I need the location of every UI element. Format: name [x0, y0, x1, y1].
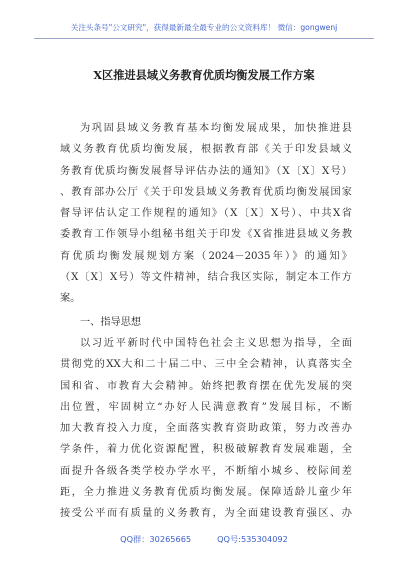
qq-group-text: QQ群：30265665 — [120, 534, 192, 544]
document-body — [60, 118, 352, 525]
body-line: 接受公平而有质量的义务教育，为全面建设教育强区、办 — [60, 508, 352, 520]
body-line: 面提升各级各类学校办学水平，不断缩小城乡、校际间差 — [60, 465, 352, 477]
body-line: 出位置，牢固树立“办好人民满意教育”发展目标，不断 — [60, 401, 352, 413]
section-heading: 一、指导思想 — [80, 316, 142, 328]
body-line: 以习近平新时代中国特色社会主义思想为指导，全面 — [80, 337, 352, 349]
body-line: 为巩固县域义务教育基本均衡发展成果，加快推进县 — [80, 123, 352, 134]
body-line: 国和省、市教育大会精神。始终把教育摆在优先发展的突 — [60, 380, 352, 392]
qq-number-text: QQ号:535304092 — [217, 534, 288, 544]
body-line: 学条件，着力优化资源配置，积极破解教育发展难题，全 — [60, 444, 352, 456]
body-line: （X〔X〕X号）等文件精神，结合我区实际，制定本工作方 — [60, 272, 352, 284]
body-line: 务教育优质均衡发展督导评估办法的通知》（X〔X〕X号） — [60, 165, 352, 177]
body-line: 委教育工作领导小组秘书组关于印发《X省推进县域义务教 — [60, 229, 352, 241]
header-divider — [34, 38, 374, 39]
header-banner: 关注头条号"公文研究"，获得最新最全最专业的公文资料库！ 微信：gongwenj — [70, 23, 338, 32]
body-line: 育优质均衡发展规划方案（2024－2035年）》的通知》 — [60, 250, 352, 262]
document-title: X区推进县域义务教育优质均衡发展工作方案 — [93, 68, 315, 82]
body-line: 贯彻党的XX大和二十届二中、三中全会精神，认真落实全 — [60, 359, 352, 371]
footer-contact — [0, 534, 408, 545]
body-line: 案。 — [60, 293, 81, 305]
body-line: 督导评估认定工作规程的通知》（X〔X〕X号）、中共X省 — [60, 208, 352, 220]
body-line: 、教育部办公厅《关于印发县域义务教育优质均衡发展国家 — [60, 186, 352, 198]
body-line: 加大教育投入力度，全面落实教育资助政策，努力改善办 — [60, 423, 352, 435]
body-line: 域义务教育优质均衡发展，根据教育部《关于印发县域义 — [60, 144, 352, 156]
body-line: 距，全力推进义务教育优质均衡发展。保障适龄儿童少年 — [60, 487, 352, 499]
